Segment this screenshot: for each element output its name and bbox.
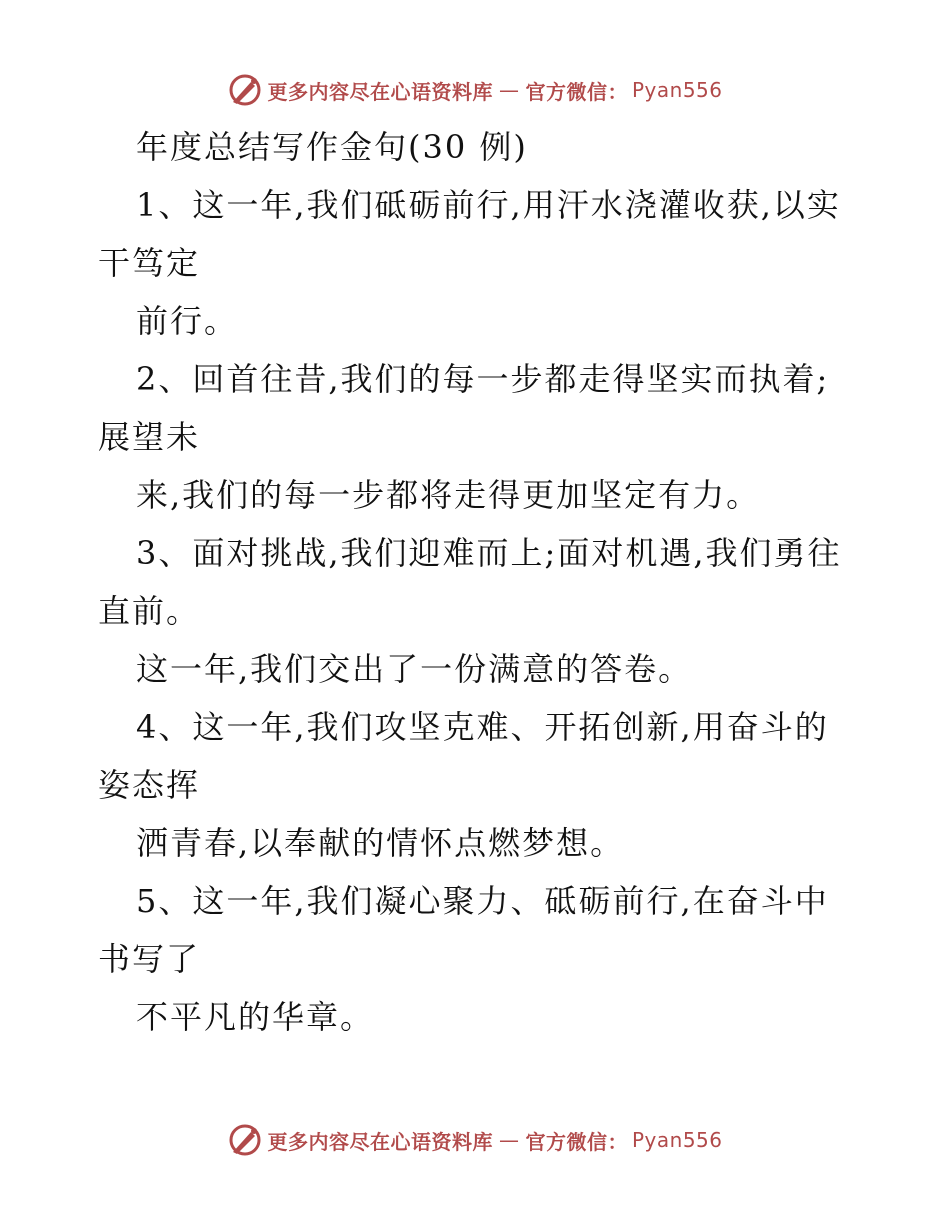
text-line: 5、这一年,我们凝心聚力、砥砺前行,在奋斗中 bbox=[136, 882, 829, 920]
text-line: 这一年,我们交出了一份满意的答卷。 bbox=[136, 650, 693, 688]
text-line: 书写了 bbox=[98, 940, 201, 978]
footer-banner bbox=[0, 1120, 950, 1160]
text-line: 3、面对挑战,我们迎难而上;面对机遇,我们勇往 bbox=[136, 534, 842, 572]
text-line: 展望未 bbox=[98, 418, 201, 456]
banner-wechat-id: Pyan556 bbox=[631, 1128, 723, 1152]
document-title: 年度总结写作金句(30 例) bbox=[136, 128, 528, 166]
banner-separator: — bbox=[498, 1128, 520, 1152]
pen-logo-icon bbox=[227, 1122, 263, 1158]
header-banner bbox=[0, 70, 950, 110]
document-body bbox=[98, 118, 858, 1046]
text-line: 不平凡的华章。 bbox=[136, 998, 375, 1036]
text-line: 2、回首往昔,我们的每一步都走得坚实而执着; bbox=[136, 360, 830, 398]
text-line: 直前。 bbox=[98, 592, 201, 630]
banner-wechat-label: 官方微信： bbox=[525, 1129, 628, 1154]
banner-tagline: 更多内容尽在心语资料库 bbox=[267, 1129, 493, 1154]
banner-tagline: 更多内容尽在心语资料库 bbox=[267, 79, 493, 104]
banner-wechat-id: Pyan556 bbox=[631, 78, 723, 102]
banner-content bbox=[227, 1122, 722, 1158]
banner-wechat-label: 官方微信： bbox=[525, 79, 628, 104]
banner-content bbox=[227, 72, 722, 108]
text-line: 干笃定 bbox=[98, 244, 201, 282]
text-line: 姿态挥 bbox=[98, 766, 201, 804]
text-line: 1、这一年,我们砥砺前行,用汗水浇灌收获,以实 bbox=[136, 186, 841, 224]
text-line: 4、这一年,我们攻坚克难、开拓创新,用奋斗的 bbox=[136, 708, 829, 746]
banner-separator: — bbox=[498, 78, 520, 102]
text-line: 洒青春,以奉献的情怀点燃梦想。 bbox=[136, 824, 625, 862]
text-line: 前行。 bbox=[136, 302, 239, 340]
pen-logo-icon bbox=[227, 72, 263, 108]
text-line: 来,我们的每一步都将走得更加坚定有力。 bbox=[136, 476, 761, 514]
